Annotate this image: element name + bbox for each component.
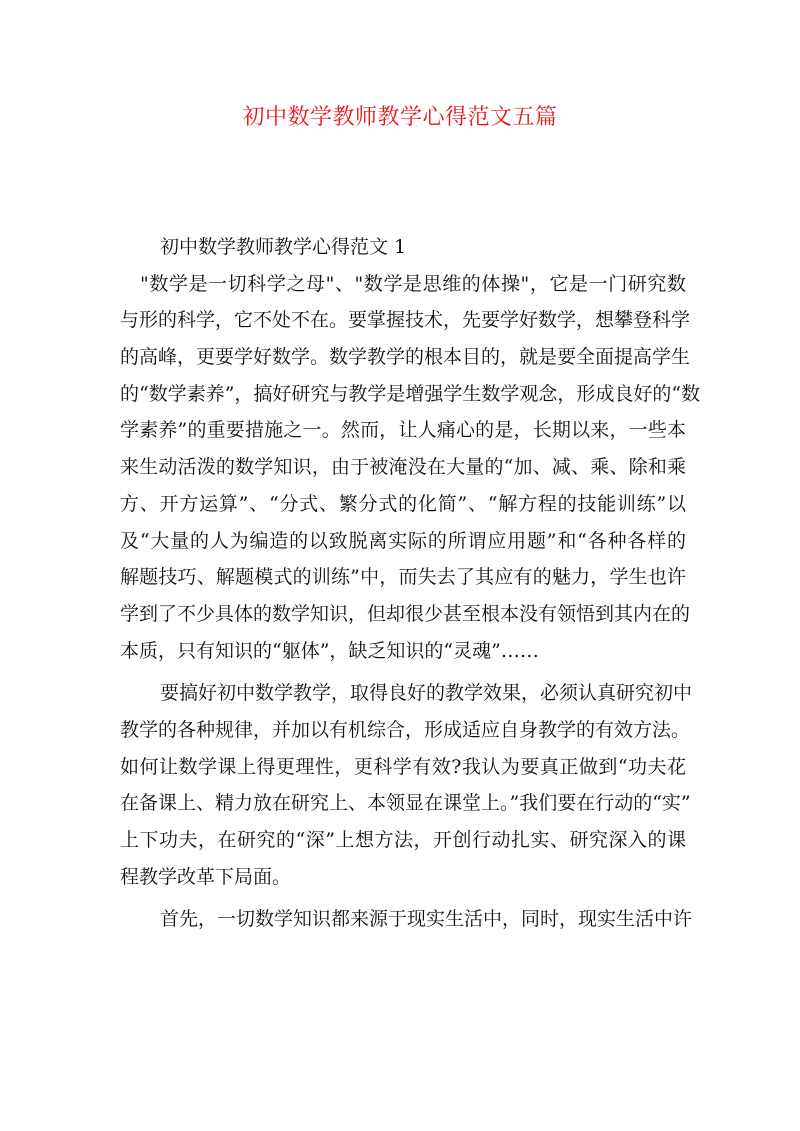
section-heading: 初中数学教师教学心得范文 1	[160, 236, 407, 258]
paragraph-line: 与形的科学，它不处不在。要掌握技术，先要学好数学，想攀登科学	[120, 309, 691, 332]
paragraph-line: 及“大量的人为编造的以致脱离实际的所谓应用题”和“各种各样的	[120, 529, 686, 552]
paragraph-line: 教学的各种规律，并加以有机综合，形成适应自身教学的有效方法。	[120, 718, 691, 741]
paragraph-line: 解题技巧、解题模式的训练”中，而失去了其应有的魅力，学生也许	[120, 566, 686, 589]
document-body	[120, 229, 701, 938]
paragraph-line: 的高峰，更要学好数学。数学教学的根本目的，就是要全面提高学生	[120, 346, 691, 369]
paragraph-2	[120, 675, 693, 895]
paragraph-line: 上下功夫，在研究的“深”上想方法，开创行动扎实、研究深入的课	[120, 829, 686, 851]
paragraph-line: 本质，只有知识的“躯体”，缺乏知识的“灵魂”……	[120, 639, 539, 662]
paragraph-3	[120, 901, 693, 938]
paragraph-line: 来生动活泼的数学知识，由于被淹没在大量的“加、减、乘、除和乘	[120, 456, 686, 479]
paragraph-line: 首先，一切数学知识都来源于现实生活中，同时，现实生活中许	[160, 908, 693, 931]
paragraph-line: 方、开方运算”、“分式、繁分式的化简”、“解方程的技能训练”以	[120, 492, 686, 515]
paragraph-line: 学素养”的重要措施之一。然而，让人痛心的是，长期以来，一些本	[120, 419, 686, 442]
paragraph-line: 在备课上、精力放在研究上、本领显在课堂上。”我们要在行动的“实”	[120, 792, 691, 815]
document-title: 初中数学教师教学心得范文五篇	[242, 105, 558, 130]
paragraph-line: "数学是一切科学之母"、"数学是思维的体操"，它是一门研究数	[140, 272, 686, 295]
paragraph-line: 学到了不少具体的数学知识，但却很少甚至根本没有领悟到其内在的	[120, 602, 691, 625]
paragraph-line: 要搞好初中数学教学，取得良好的教学效果，必须认真研究初中	[160, 682, 693, 705]
paragraph-line: 程教学改革下局面。	[120, 865, 292, 888]
paragraph-line: 如何让数学课上得更理性，更科学有效?我认为要真正做到“功夫花	[120, 755, 686, 778]
paragraph-line: 的“数学素养”，搞好研究与教学是增强学生数学观念，形成良好的“数	[120, 382, 701, 405]
paragraph-1	[120, 266, 701, 670]
